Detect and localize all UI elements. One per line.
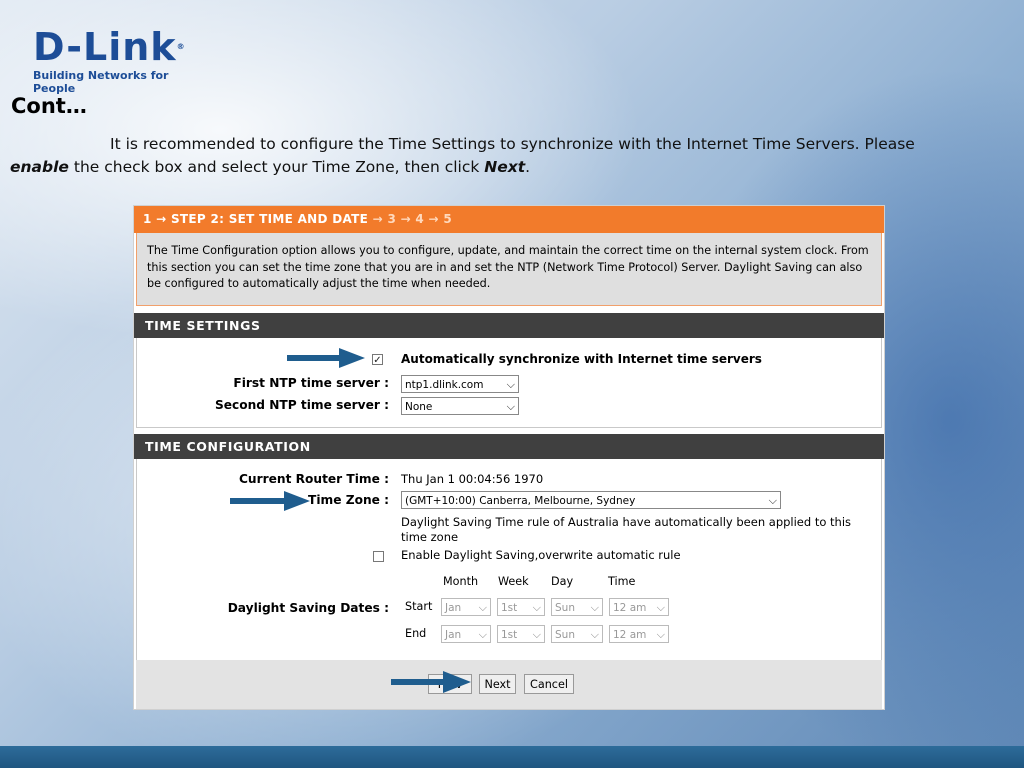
chevron-down-icon: ⌵ (506, 400, 515, 413)
col-month: Month (443, 575, 479, 588)
first-ntp-select[interactable] (401, 375, 519, 393)
next-button[interactable]: Next (479, 674, 516, 694)
step-suffix: → 3 → 4 → 5 (372, 212, 453, 226)
body-part3: . (525, 158, 531, 176)
time-config-heading: TIME CONFIGURATION (134, 434, 884, 459)
dst-dates-label: Daylight Saving Dates : (227, 601, 389, 615)
checkmark-icon: ✓ (373, 355, 382, 366)
first-ntp-value: ntp1.dlink.com (405, 379, 484, 391)
start-week-select[interactable] (497, 598, 545, 616)
body-part2: the check box and select your Time Zone, then click (68, 158, 485, 176)
start-week-value: 1st (501, 602, 518, 614)
logo-wordmark (33, 25, 213, 69)
logo-registered-mark: ® (176, 42, 186, 51)
chevron-down-icon: ⌵ (478, 601, 487, 614)
step-current: STEP 2: SET TIME AND DATE (170, 212, 369, 226)
time-zone-label: Time Zone : (308, 493, 389, 507)
slide-body-text (10, 133, 970, 179)
arrow-right-icon (287, 347, 367, 369)
chevron-down-icon: ⌵ (532, 628, 541, 641)
router-time-label: Current Router Time : (238, 472, 389, 486)
end-label: End (405, 627, 427, 640)
end-week-select[interactable] (497, 625, 545, 643)
wizard-intro-text: The Time Configuration option allows you to configure, update, and maintain the correct time on the internal system clock. From this section you can set the time zone that you are in and set the NTP (Network Time Protocol) Server. Daylight Saving can also be configured to automatically adjust the time when needed. (136, 233, 882, 306)
col-day: Day (551, 575, 574, 588)
chevron-down-icon: ⌵ (656, 628, 665, 641)
chevron-down-icon: ⌵ (590, 628, 599, 641)
chevron-down-icon: ⌵ (656, 601, 665, 614)
start-day-select[interactable] (551, 598, 603, 616)
wizard-step-bar (134, 206, 884, 233)
second-ntp-value: None (405, 401, 433, 413)
wizard-button-bar (136, 660, 882, 709)
first-ntp-label: First NTP time server : (233, 376, 389, 390)
wizard-panel (133, 205, 885, 710)
time-settings-section (136, 338, 882, 428)
second-ntp-select[interactable] (401, 397, 519, 415)
enable-dst-label: Enable Daylight Saving,overwrite automatic rule (401, 548, 681, 562)
end-week-value: 1st (501, 629, 518, 641)
arrow-right-icon (391, 670, 473, 694)
chevron-down-icon: ⌵ (768, 494, 777, 507)
body-next-emphasis: Next (484, 158, 526, 176)
chevron-down-icon: ⌵ (532, 601, 541, 614)
end-month-select[interactable] (441, 625, 491, 643)
auto-sync-label: Automatically synchronize with Internet time servers (401, 352, 762, 366)
end-day-select[interactable] (551, 625, 603, 643)
cancel-button[interactable]: Cancel (524, 674, 574, 694)
logo-tagline: Building Networks for People (33, 69, 169, 95)
body-part1: It is recommended to configure the Time Settings to synchronize with the Internet Time Servers. Please (110, 135, 915, 153)
end-month-value: Jan (445, 629, 462, 641)
logo-brand: D-Link (33, 25, 177, 69)
start-time-value: 12 am (613, 602, 647, 614)
chevron-down-icon: ⌵ (590, 601, 599, 614)
slide-bottom-band (0, 746, 1024, 768)
start-time-select[interactable] (609, 598, 669, 616)
col-time: Time (608, 575, 636, 588)
time-settings-heading: TIME SETTINGS (134, 313, 884, 338)
start-label: Start (405, 600, 433, 613)
second-ntp-label: Second NTP time server : (214, 398, 389, 412)
time-zone-select[interactable] (401, 491, 781, 509)
slide-title: Cont… (11, 94, 87, 118)
chevron-down-icon: ⌵ (478, 628, 487, 641)
step-prefix: 1 → (143, 212, 167, 226)
enable-dst-checkbox[interactable] (373, 551, 384, 562)
router-time-value: Thu Jan 1 00:04:56 1970 (401, 472, 544, 486)
start-month-value: Jan (445, 602, 462, 614)
dst-note: Daylight Saving Time rule of Australia have automatically been applied to this time zone (401, 515, 852, 544)
dlink-logo (33, 25, 213, 95)
time-config-section (136, 459, 882, 664)
chevron-down-icon: ⌵ (506, 378, 515, 391)
end-day-value: Sun (555, 629, 575, 641)
auto-sync-checkbox[interactable] (372, 354, 383, 365)
body-enable-emphasis: enable (10, 158, 69, 176)
end-time-select[interactable] (609, 625, 669, 643)
col-week: Week (498, 575, 529, 588)
start-month-select[interactable] (441, 598, 491, 616)
start-day-value: Sun (555, 602, 575, 614)
time-zone-value: (GMT+10:00) Canberra, Melbourne, Sydney (405, 495, 636, 507)
end-time-value: 12 am (613, 629, 647, 641)
